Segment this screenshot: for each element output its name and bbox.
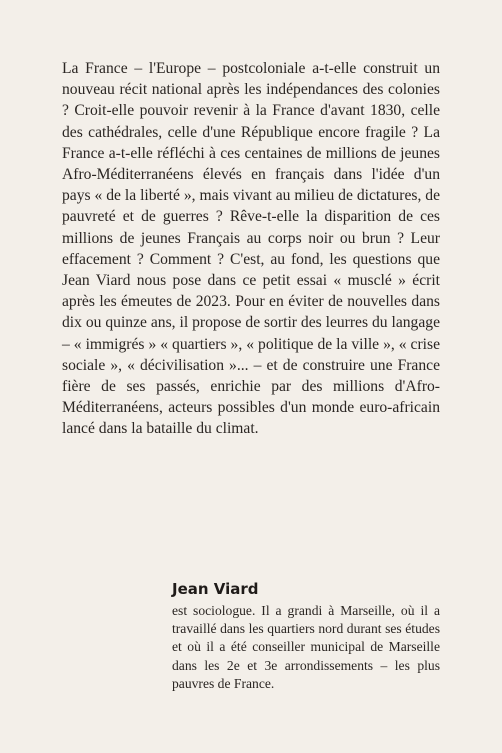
author-section bbox=[172, 580, 440, 693]
author-name: Jean Viard bbox=[172, 580, 259, 598]
blurb-text: La France – l'Europe – postcoloniale a-t-elle construit un nouveau récit national après les indépendances des colonies ? Croit-elle pouvoir revenir à la France d'avant 1830, celle des cathédrales, celle d'une République encore fragile ? La France a-t-elle réfléchi à ces centaines de millions de jeunes Afro-Méditerranéens élevés en français dans l'idée d'un pays « de la liberté », mais vivant au milieu de dictatures, de pauvreté et de guerres ? Rêve-t-elle la disparition de ces millions de jeunes Français au corps noir ou brun ? Leur effacement ? Comment ? C'est, au fond, les questions que Jean Viard nous pose dans ce petit essai « musclé » écrit après les émeutes de 2023. Pour en éviter de nouvelles dans dix ou quinze ans, il propose de sortir des leurres du langage – « immigrés » « quartiers », « politique de la ville », « crise sociale », « décivilisation »... – et de construire une France fière de ses passés, enrichie par des millions d'Afro-Méditerranéens, acteurs possibles d'un monde euro-africain lancé dans la bataille du climat. bbox=[62, 60, 440, 438]
author-bio: est sociologue. Il a grandi à Marseille, où il a travaillé dans les quartiers nord durant ses études et où il a été conseiller municipal de Marseille dans les 2e et 3e arrondissements – les plus pauvres de France. bbox=[172, 603, 440, 691]
